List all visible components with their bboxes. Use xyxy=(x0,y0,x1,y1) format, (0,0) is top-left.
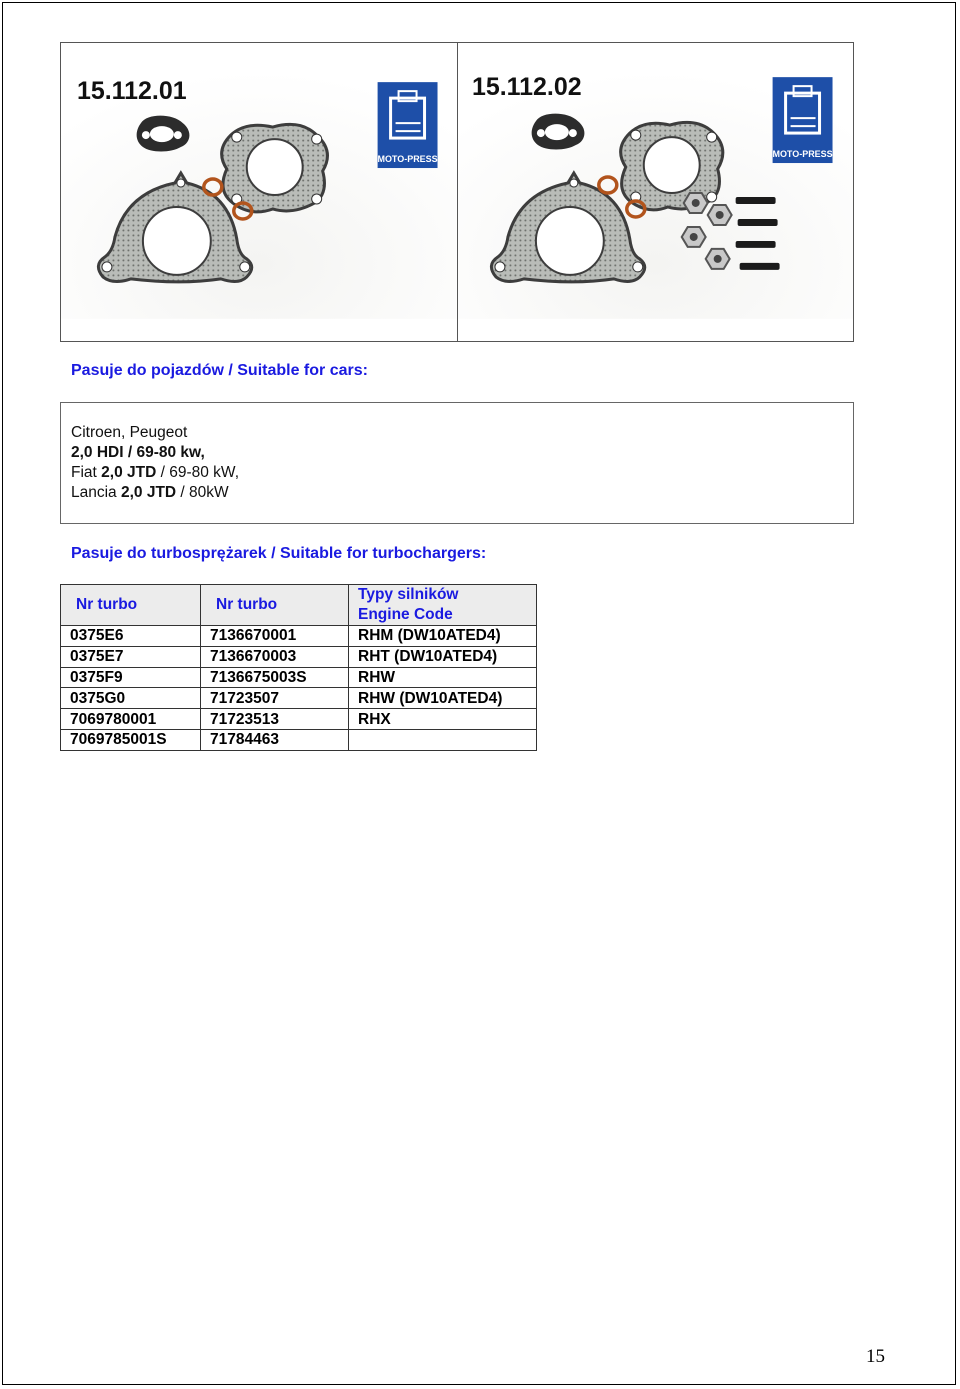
cars-line-3-suffix: / 69-80 kW, xyxy=(156,464,239,481)
turbo-table xyxy=(60,584,537,751)
cars-box xyxy=(60,402,854,524)
table-cell: 71784463 xyxy=(201,729,349,750)
table-cell: 7136670001 xyxy=(201,626,349,647)
square-flange-gasket xyxy=(222,124,328,211)
table-row xyxy=(61,646,537,667)
table-cell: 71723507 xyxy=(201,688,349,709)
table-cell: 0375G0 xyxy=(61,688,201,709)
cars-line-4 xyxy=(71,483,843,503)
gasket-kit-illustration-1 xyxy=(61,43,457,341)
table-cell: 0375E7 xyxy=(61,646,201,667)
moto-press-logo xyxy=(377,82,437,168)
turbo-section-title: Pasuje do turbosprężarek / Suitable for turbochargers: xyxy=(71,545,487,562)
moto-press-logo xyxy=(772,77,832,163)
table-cell: RHM (DW10ATED4) xyxy=(349,626,537,647)
gasket-kit-illustration-2 xyxy=(458,43,854,341)
cars-section-title: Pasuje do pojazdów / Suitable for cars: xyxy=(71,362,368,379)
table-cell: 7069785001S xyxy=(61,729,201,750)
logo-text: MOTO-PRESS xyxy=(771,149,833,160)
table-row xyxy=(61,667,537,688)
table-header-row xyxy=(61,585,537,626)
cars-line-4-prefix: Lancia xyxy=(71,484,121,501)
table-row xyxy=(61,688,537,709)
table-row xyxy=(61,626,537,647)
kit-code-2: 15.112.02 xyxy=(471,73,582,102)
table-cell: 7136675003S xyxy=(201,667,349,688)
table-cell: 7069780001 xyxy=(61,709,201,730)
page-number: 15 xyxy=(866,1346,885,1367)
header-engine xyxy=(349,585,537,626)
kit-image-2 xyxy=(457,43,854,341)
cars-line-4-suffix: / 80kW xyxy=(176,484,229,501)
table-cell: RHW xyxy=(349,667,537,688)
kit-image-1 xyxy=(61,43,457,341)
table-cell: 0375F9 xyxy=(61,667,201,688)
logo-text: MOTO-PRESS xyxy=(377,154,438,165)
table-cell: 7136670003 xyxy=(201,646,349,667)
header-nr-turbo-1: Nr turbo xyxy=(61,585,201,626)
cars-line-4-bold: 2,0 JTD xyxy=(120,484,177,501)
table-cell: RHW (DW10ATED4) xyxy=(349,688,537,709)
cars-line-3 xyxy=(71,463,843,483)
table-cell: 0375E6 xyxy=(61,626,201,647)
header-engine-pl: Typy silników xyxy=(358,586,459,603)
table-cell xyxy=(349,729,537,750)
table-cell: RHT (DW10ATED4) xyxy=(349,646,537,667)
cars-line-2: 2,0 HDI / 69-80 kw, xyxy=(71,444,205,461)
header-engine-en: Engine Code xyxy=(358,606,453,623)
product-image-panel xyxy=(60,42,854,342)
square-flange-gasket xyxy=(620,122,722,209)
table-row xyxy=(61,729,537,750)
cars-line-1: Citroen, Peugeot xyxy=(71,424,188,441)
table-row xyxy=(61,709,537,730)
cars-line-3-prefix: Fiat xyxy=(71,464,102,481)
header-nr-turbo-2: Nr turbo xyxy=(201,585,349,626)
cars-line-3-bold: 2,0 JTD xyxy=(101,464,157,481)
table-cell: 71723513 xyxy=(201,709,349,730)
kit-code-1: 15.112.01 xyxy=(76,77,187,106)
table-cell: RHX xyxy=(349,709,537,730)
